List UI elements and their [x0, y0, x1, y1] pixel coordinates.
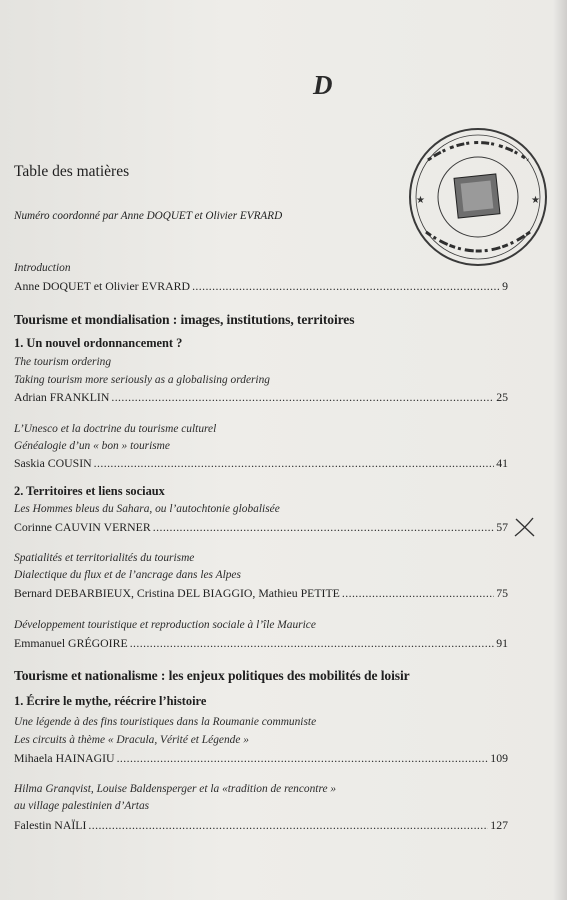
page-number: 9 — [502, 279, 508, 293]
dot-leader — [88, 818, 488, 833]
dot-leader — [130, 636, 495, 651]
coordination-line: Numéro coordonné par Anne DOQUET et Olivier EVRARD — [14, 210, 283, 222]
toc-entry — [14, 636, 508, 651]
entry-subtitle: Généalogie d’un « bon » tourisme — [14, 440, 170, 452]
page-number: 127 — [490, 818, 508, 832]
author-name: Anne DOQUET et Olivier EVRARD — [14, 279, 191, 293]
entry-title: Spatialités et territorialités du tourisme — [14, 552, 195, 564]
svg-text:★: ★ — [416, 195, 425, 206]
author-name: Emmanuel GRÉGOIRE — [14, 636, 128, 650]
page-number: 41 — [496, 456, 508, 470]
handwritten-x-mark — [513, 515, 537, 539]
page-number: 25 — [496, 390, 508, 404]
dot-leader — [153, 520, 494, 535]
toc-entry — [14, 520, 508, 535]
part-1-section-2: 2. Territoires et liens sociaux — [14, 484, 165, 498]
toc-entry-intro — [14, 279, 508, 294]
header-initial: D — [313, 70, 333, 100]
entry-subtitle: Dialectique du flux et de l’ancrage dans les Alpes — [14, 569, 241, 581]
entry-title: Développement touristique et reproduction sociale à l’île Maurice — [14, 619, 316, 631]
entry-title: L’Unesco et la doctrine du tourisme culturel — [14, 423, 217, 435]
toc-entry — [14, 456, 508, 471]
toc-entry — [14, 390, 508, 405]
dot-leader — [94, 456, 495, 471]
page-number: 91 — [496, 636, 508, 650]
page-title: Table des matières — [14, 163, 130, 180]
dot-leader — [111, 390, 494, 405]
toc-entry — [14, 751, 508, 766]
author-name: Saskia COUSIN — [14, 456, 92, 470]
dot-leader — [117, 751, 489, 766]
library-stamp — [398, 120, 558, 275]
dot-leader — [192, 279, 500, 294]
entry-title: The tourism ordering — [14, 356, 112, 368]
part-2-title: Tourisme et nationalisme : les enjeux politiques des mobilités de loisir — [14, 668, 410, 683]
page-number: 109 — [490, 751, 508, 765]
page-number: 75 — [496, 586, 508, 600]
author-name: Corinne CAUVIN VERNER — [14, 520, 151, 534]
entry-subtitle: au village palestinien d’Artas — [14, 800, 150, 812]
entry-title: Une légende à des fins touristiques dans la Roumanie communiste — [14, 716, 317, 728]
entry-title: Hilma Granqvist, Louise Baldensperger et la «tradition de rencontre » — [14, 783, 337, 795]
dot-leader — [342, 586, 494, 601]
part-2-section-1: 1. Écrire le mythe, réécrire l’histoire — [14, 694, 207, 708]
part-1-title: Tourisme et mondialisation : images, institutions, territoires — [14, 312, 355, 327]
page-number: 57 — [496, 520, 508, 534]
entry-subtitle: Les circuits à thème « Dracula, Vérité et Légende » — [14, 734, 249, 746]
author-name: Falestin NAÏLI — [14, 818, 87, 832]
toc-entry — [14, 818, 508, 833]
author-name: Adrian FRANKLIN — [14, 390, 110, 404]
toc-entry — [14, 586, 508, 601]
intro-subtitle: Introduction — [14, 262, 71, 274]
author-name: Mihaela HAINAGIU — [14, 751, 115, 765]
entry-title: Les Hommes bleus du Sahara, ou l’autochtonie globalisée — [14, 503, 280, 515]
entry-subtitle: Taking tourism more seriously as a globalising ordering — [14, 374, 270, 386]
author-name: Bernard DEBARBIEUX, Cristina DEL BIAGGIO, Mathieu PETITE — [14, 586, 340, 600]
part-1-section-1: 1. Un nouvel ordonnancement ? — [14, 336, 183, 350]
svg-text:★: ★ — [531, 195, 540, 206]
